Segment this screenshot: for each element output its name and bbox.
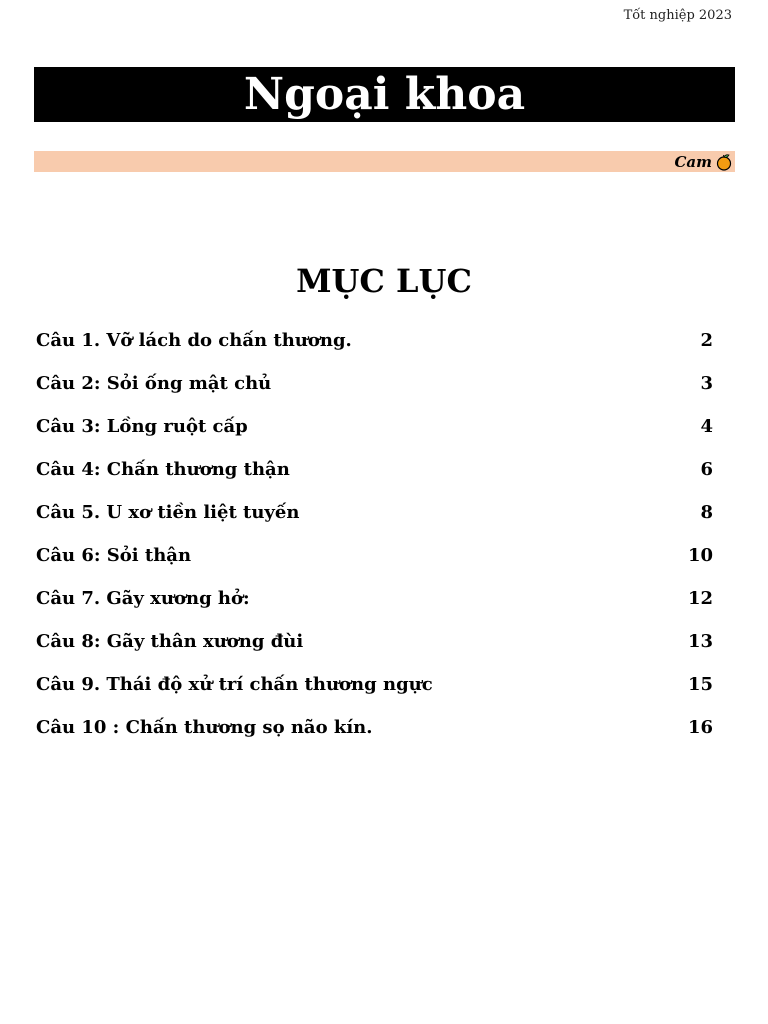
- document-title: Ngoại khoa: [243, 68, 526, 120]
- toc-entry-label: Câu 10 : Chấn thương sọ não kín.: [36, 717, 373, 738]
- toc-entry-label: Câu 1. Vỡ lách do chấn thương.: [36, 330, 352, 351]
- toc-entry-label: Câu 9. Thái độ xử trí chấn thương ngực: [36, 674, 433, 695]
- toc-entry-label: Câu 5. U xơ tiền liệt tuyến: [36, 502, 300, 523]
- toc-entry-page: 4: [700, 416, 713, 437]
- toc-entry[interactable]: [36, 631, 713, 674]
- toc-entry[interactable]: [36, 545, 713, 588]
- author-banner: [34, 151, 735, 172]
- toc-entry[interactable]: [36, 502, 713, 545]
- toc-entry[interactable]: [36, 330, 713, 373]
- toc-entry[interactable]: [36, 416, 713, 459]
- toc-entry-label: Câu 3: Lồng ruột cấp: [36, 416, 248, 437]
- toc-entry[interactable]: [36, 674, 713, 717]
- toc-entry[interactable]: [36, 717, 713, 760]
- toc-entry-page: 8: [700, 502, 713, 523]
- toc-entry[interactable]: [36, 588, 713, 631]
- toc-entry-page: 15: [687, 674, 713, 695]
- toc-entry-label: Câu 6: Sỏi thận: [36, 545, 192, 566]
- toc-entry-page: 6: [700, 459, 713, 480]
- toc-entry-page: 12: [687, 588, 713, 609]
- toc-entry-page: 3: [700, 373, 713, 394]
- toc-entry-label: Câu 2: Sỏi ống mật chủ: [36, 373, 272, 394]
- toc-list: [36, 330, 713, 760]
- toc-entry-page: 13: [687, 631, 713, 652]
- toc-entry-label: Câu 8: Gãy thân xương đùi: [36, 631, 304, 652]
- toc-entry-label: Câu 7. Gãy xương hở:: [36, 588, 250, 609]
- toc-entry[interactable]: [36, 459, 713, 502]
- header-note: Tốt nghiệp 2023: [623, 8, 732, 23]
- toc-entry-label: Câu 4: Chấn thương thận: [36, 459, 290, 480]
- title-banner: [34, 67, 735, 122]
- orange-icon: [716, 153, 732, 171]
- toc-entry-page: 2: [700, 330, 713, 351]
- toc-entry[interactable]: [36, 373, 713, 416]
- toc-entry-page: 10: [687, 545, 713, 566]
- toc-heading: MỤC LỤC: [296, 262, 472, 300]
- toc-entry-page: 16: [687, 717, 713, 738]
- author-name: Cam: [674, 152, 712, 171]
